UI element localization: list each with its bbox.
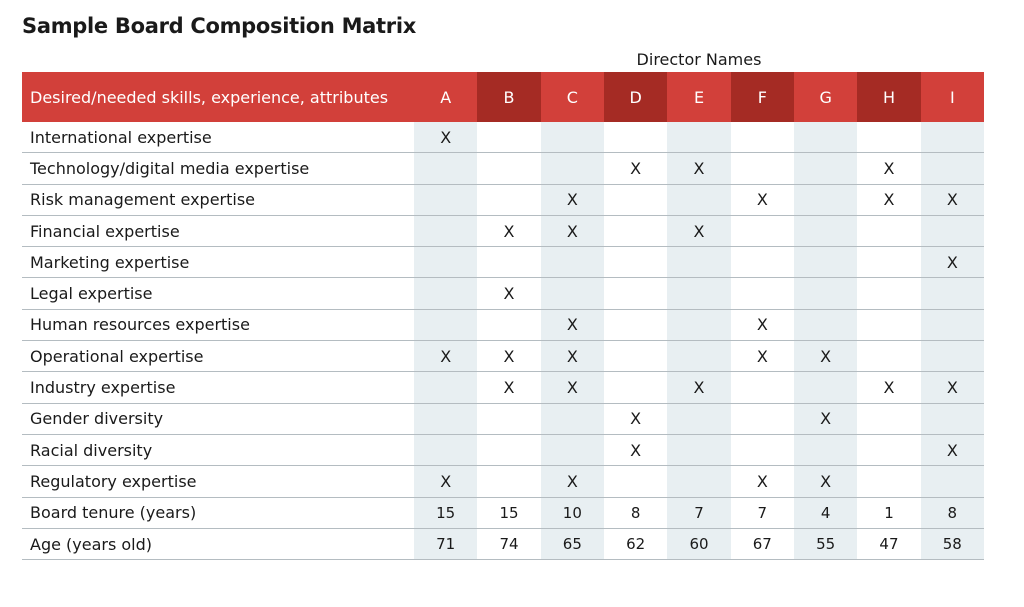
empty-cell [857, 215, 920, 246]
board-composition-table [22, 72, 984, 560]
empty-cell [667, 309, 730, 340]
check-mark-cell: X [921, 184, 984, 215]
check-mark-cell: X [794, 403, 857, 434]
empty-cell [414, 153, 477, 184]
empty-cell [541, 434, 604, 465]
empty-cell [857, 247, 920, 278]
empty-cell [414, 372, 477, 403]
director-header-b: B [477, 72, 540, 122]
empty-cell [731, 372, 794, 403]
empty-cell [731, 247, 794, 278]
value-cell: 65 [541, 528, 604, 559]
empty-cell [477, 122, 540, 153]
empty-cell [541, 278, 604, 309]
empty-cell [477, 466, 540, 497]
row-label: Industry expertise [22, 372, 414, 403]
empty-cell [414, 403, 477, 434]
check-mark-cell: X [794, 341, 857, 372]
empty-cell [414, 309, 477, 340]
director-header-d: D [604, 72, 667, 122]
table-row [22, 403, 984, 434]
row-label: Legal expertise [22, 278, 414, 309]
empty-cell [604, 341, 667, 372]
row-label: Operational expertise [22, 341, 414, 372]
row-label: Technology/digital media expertise [22, 153, 414, 184]
empty-cell [921, 215, 984, 246]
check-mark-cell: X [731, 341, 794, 372]
check-mark-cell: X [477, 278, 540, 309]
row-label: Risk management expertise [22, 184, 414, 215]
empty-cell [604, 309, 667, 340]
empty-cell [477, 309, 540, 340]
director-header-a: A [414, 72, 477, 122]
row-label: Age (years old) [22, 528, 414, 559]
empty-cell [414, 247, 477, 278]
check-mark-cell: X [667, 153, 730, 184]
value-cell: 47 [857, 528, 920, 559]
empty-cell [604, 122, 667, 153]
row-header-cell: Desired/needed skills, experience, attributes [22, 72, 414, 122]
empty-cell [921, 466, 984, 497]
empty-cell [667, 403, 730, 434]
table-row [22, 372, 984, 403]
empty-cell [794, 278, 857, 309]
empty-cell [794, 153, 857, 184]
value-cell: 7 [667, 497, 730, 528]
empty-cell [477, 184, 540, 215]
header-row [22, 72, 984, 122]
row-label: Racial diversity [22, 434, 414, 465]
check-mark-cell: X [731, 466, 794, 497]
empty-cell [794, 247, 857, 278]
table-row [22, 215, 984, 246]
value-cell: 1 [857, 497, 920, 528]
empty-cell [477, 247, 540, 278]
empty-cell [857, 122, 920, 153]
empty-cell [857, 434, 920, 465]
empty-cell [667, 184, 730, 215]
empty-cell [414, 434, 477, 465]
director-header-e: E [667, 72, 730, 122]
check-mark-cell: X [541, 341, 604, 372]
table-row [22, 497, 984, 528]
check-mark-cell: X [921, 434, 984, 465]
row-label: Board tenure (years) [22, 497, 414, 528]
value-cell: 15 [477, 497, 540, 528]
value-cell: 67 [731, 528, 794, 559]
value-cell: 71 [414, 528, 477, 559]
director-header-h: H [857, 72, 920, 122]
check-mark-cell: X [477, 372, 540, 403]
empty-cell [794, 434, 857, 465]
value-cell: 58 [921, 528, 984, 559]
check-mark-cell: X [477, 341, 540, 372]
empty-cell [604, 247, 667, 278]
empty-cell [604, 278, 667, 309]
chart-title: Sample Board Composition Matrix [22, 14, 416, 38]
row-label: Regulatory expertise [22, 466, 414, 497]
empty-cell [414, 278, 477, 309]
value-cell: 74 [477, 528, 540, 559]
check-mark-cell: X [541, 309, 604, 340]
empty-cell [667, 278, 730, 309]
table-row [22, 184, 984, 215]
empty-cell [731, 153, 794, 184]
check-mark-cell: X [731, 184, 794, 215]
director-header-c: C [541, 72, 604, 122]
check-mark-cell: X [477, 215, 540, 246]
check-mark-cell: X [731, 309, 794, 340]
check-mark-cell: X [604, 153, 667, 184]
row-label: Financial expertise [22, 215, 414, 246]
value-cell: 55 [794, 528, 857, 559]
check-mark-cell: X [857, 153, 920, 184]
empty-cell [921, 122, 984, 153]
table-row [22, 122, 984, 153]
check-mark-cell: X [414, 341, 477, 372]
value-cell: 62 [604, 528, 667, 559]
empty-cell [667, 466, 730, 497]
row-label: International expertise [22, 122, 414, 153]
empty-cell [857, 309, 920, 340]
empty-cell [604, 372, 667, 403]
empty-cell [414, 215, 477, 246]
table-row [22, 434, 984, 465]
check-mark-cell: X [921, 247, 984, 278]
check-mark-cell: X [414, 122, 477, 153]
empty-cell [794, 215, 857, 246]
empty-cell [731, 278, 794, 309]
empty-cell [794, 309, 857, 340]
empty-cell [731, 122, 794, 153]
empty-cell [921, 278, 984, 309]
value-cell: 10 [541, 497, 604, 528]
empty-cell [857, 341, 920, 372]
empty-cell [921, 341, 984, 372]
empty-cell [667, 247, 730, 278]
value-cell: 15 [414, 497, 477, 528]
empty-cell [477, 434, 540, 465]
director-header-f: F [731, 72, 794, 122]
empty-cell [541, 122, 604, 153]
check-mark-cell: X [667, 215, 730, 246]
director-header-i: I [921, 72, 984, 122]
empty-cell [921, 309, 984, 340]
check-mark-cell: X [541, 215, 604, 246]
director-header-g: G [794, 72, 857, 122]
empty-cell [667, 341, 730, 372]
check-mark-cell: X [541, 372, 604, 403]
check-mark-cell: X [857, 372, 920, 403]
empty-cell [604, 184, 667, 215]
table-row [22, 528, 984, 559]
check-mark-cell: X [857, 184, 920, 215]
director-names-label: Director Names [636, 50, 762, 69]
value-cell: 60 [667, 528, 730, 559]
check-mark-cell: X [541, 184, 604, 215]
row-label: Marketing expertise [22, 247, 414, 278]
value-cell: 8 [921, 497, 984, 528]
empty-cell [477, 403, 540, 434]
table-row [22, 153, 984, 184]
empty-cell [604, 215, 667, 246]
check-mark-cell: X [604, 403, 667, 434]
empty-cell [667, 122, 730, 153]
table-row [22, 247, 984, 278]
check-mark-cell: X [541, 466, 604, 497]
value-cell: 8 [604, 497, 667, 528]
empty-cell [541, 403, 604, 434]
empty-cell [477, 153, 540, 184]
empty-cell [414, 184, 477, 215]
empty-cell [541, 153, 604, 184]
check-mark-cell: X [667, 372, 730, 403]
check-mark-cell: X [794, 466, 857, 497]
value-cell: 4 [794, 497, 857, 528]
empty-cell [731, 215, 794, 246]
empty-cell [794, 122, 857, 153]
empty-cell [731, 403, 794, 434]
empty-cell [731, 434, 794, 465]
empty-cell [857, 403, 920, 434]
check-mark-cell: X [604, 434, 667, 465]
empty-cell [541, 247, 604, 278]
row-label: Gender diversity [22, 403, 414, 434]
value-cell: 7 [731, 497, 794, 528]
empty-cell [921, 153, 984, 184]
empty-cell [794, 372, 857, 403]
table-row [22, 309, 984, 340]
table-row [22, 466, 984, 497]
table-row [22, 341, 984, 372]
empty-cell [857, 466, 920, 497]
check-mark-cell: X [414, 466, 477, 497]
empty-cell [794, 184, 857, 215]
check-mark-cell: X [921, 372, 984, 403]
empty-cell [921, 403, 984, 434]
empty-cell [857, 278, 920, 309]
empty-cell [667, 434, 730, 465]
table-row [22, 278, 984, 309]
row-label: Human resources expertise [22, 309, 414, 340]
empty-cell [604, 466, 667, 497]
